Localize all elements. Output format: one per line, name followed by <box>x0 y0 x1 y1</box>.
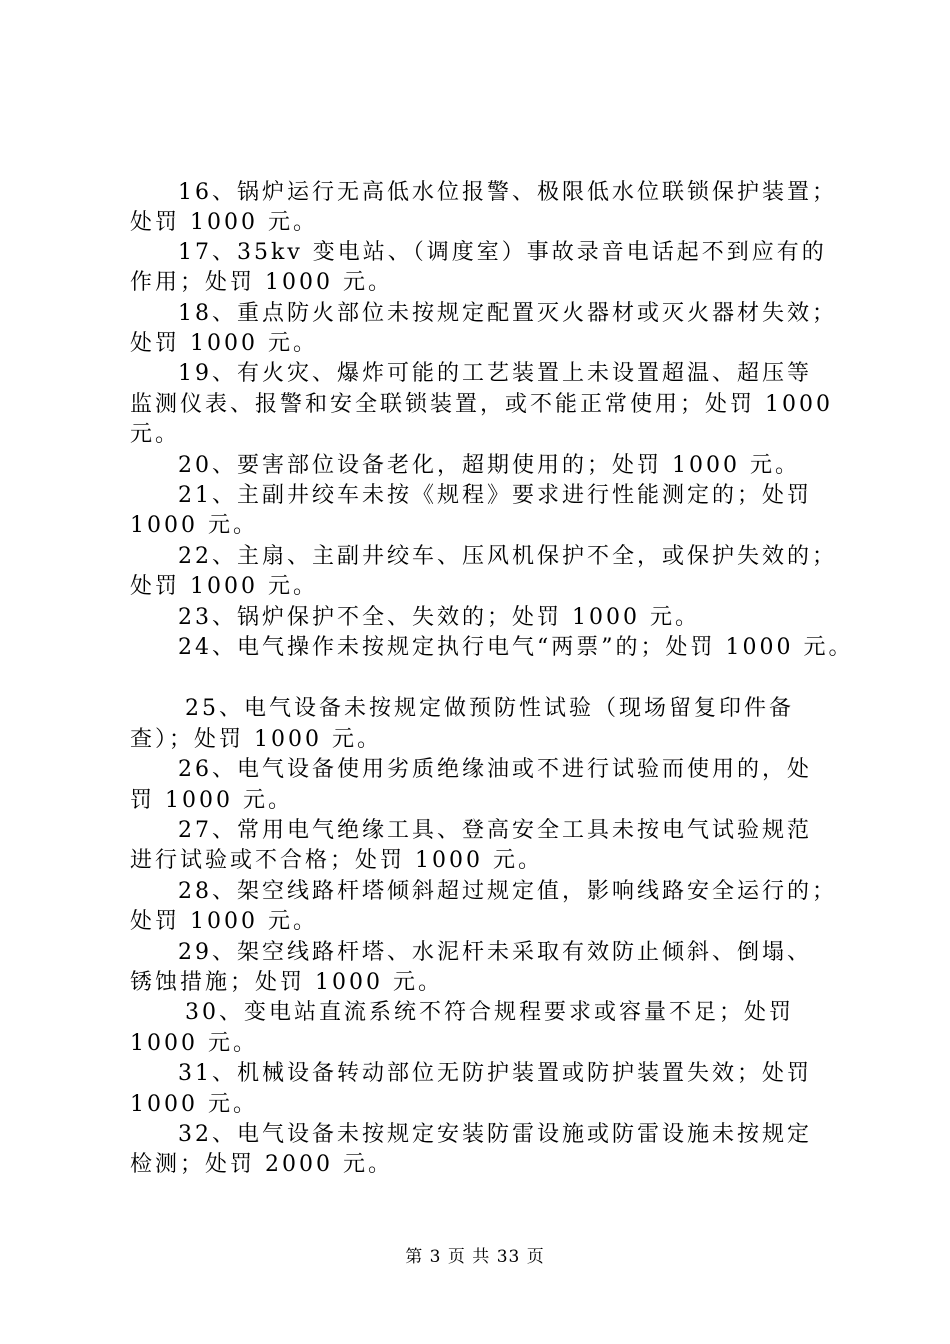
item-17-line-1: 17、35kv 变电站、（调度室）事故录音电话起不到应有的 <box>178 240 827 265</box>
item-23-line-1: 23、锅炉保护不全、失效的；处罚 1000 元。 <box>178 605 700 630</box>
item-24-line-1: 24、电气操作未按规定执行电气“两票”的；处罚 1000 元。 <box>178 635 854 660</box>
item-19-line-3: 元。 <box>130 422 181 447</box>
item-16-line-1: 16、锅炉运行无高低水位报警、极限低水位联锁保护装置； <box>178 180 837 205</box>
item-27-line-1: 27、常用电气绝缘工具、登高安全工具未按电气试验规范 <box>178 818 812 843</box>
item-21-line-2: 1000 元。 <box>130 513 258 538</box>
item-28-line-1: 28、架空线路杆塔倾斜超过规定值，影响线路安全运行的； <box>178 879 837 904</box>
item-26-line-2: 罚 1000 元。 <box>130 788 293 813</box>
item-22-line-1: 22、主扇、主副井绞车、压风机保护不全，或保护失效的； <box>178 544 837 569</box>
item-25-line-1: 25、电气设备未按规定做预防性试验（现场留复印件备 <box>185 696 794 721</box>
item-18-line-1: 18、重点防火部位未按规定配置灭火器材或灭火器材失效； <box>178 301 837 326</box>
item-32-line-1: 32、电气设备未按规定安装防雷设施或防雷设施未按规定 <box>178 1122 812 1147</box>
item-28-line-2: 处罚 1000 元。 <box>130 909 318 934</box>
item-26-line-1: 26、电气设备使用劣质绝缘油或不进行试验而使用的，处 <box>178 757 812 782</box>
item-22-line-2: 处罚 1000 元。 <box>130 574 318 599</box>
page-number-footer: 第 3 页 共 33 页 <box>405 1247 545 1267</box>
item-21-line-1: 21、主副井绞车未按《规程》要求进行性能测定的；处罚 <box>178 483 812 508</box>
item-17-line-2: 作用；处罚 1000 元。 <box>130 270 393 295</box>
item-19-line-2: 监测仪表、报警和安全联锁装置，或不能正常使用；处罚 1000 <box>130 392 833 417</box>
item-16-line-2: 处罚 1000 元。 <box>130 210 318 235</box>
item-25-line-2: 查）；处罚 1000 元。 <box>130 727 382 752</box>
item-32-line-2: 检测；处罚 2000 元。 <box>130 1152 393 1177</box>
item-19-line-1: 19、有火灾、爆炸可能的工艺装置上未设置超温、超压等 <box>178 361 812 386</box>
item-30-line-2: 1000 元。 <box>130 1031 258 1056</box>
item-29-line-1: 29、架空线路杆塔、水泥杆未采取有效防止倾斜、倒塌、 <box>178 940 812 965</box>
item-18-line-2: 处罚 1000 元。 <box>130 331 318 356</box>
item-20-line-1: 20、要害部位设备老化，超期使用的；处罚 1000 元。 <box>178 453 800 478</box>
item-27-line-2: 进行试验或不合格；处罚 1000 元。 <box>130 848 543 873</box>
item-29-line-2: 锈蚀措施；处罚 1000 元。 <box>130 970 443 995</box>
item-31-line-2: 1000 元。 <box>130 1092 258 1117</box>
item-30-line-1: 30、变电站直流系统不符合规程要求或容量不足；处罚 <box>185 1000 794 1025</box>
item-31-line-1: 31、机械设备转动部位无防护装置或防护装置失效；处罚 <box>178 1061 812 1086</box>
